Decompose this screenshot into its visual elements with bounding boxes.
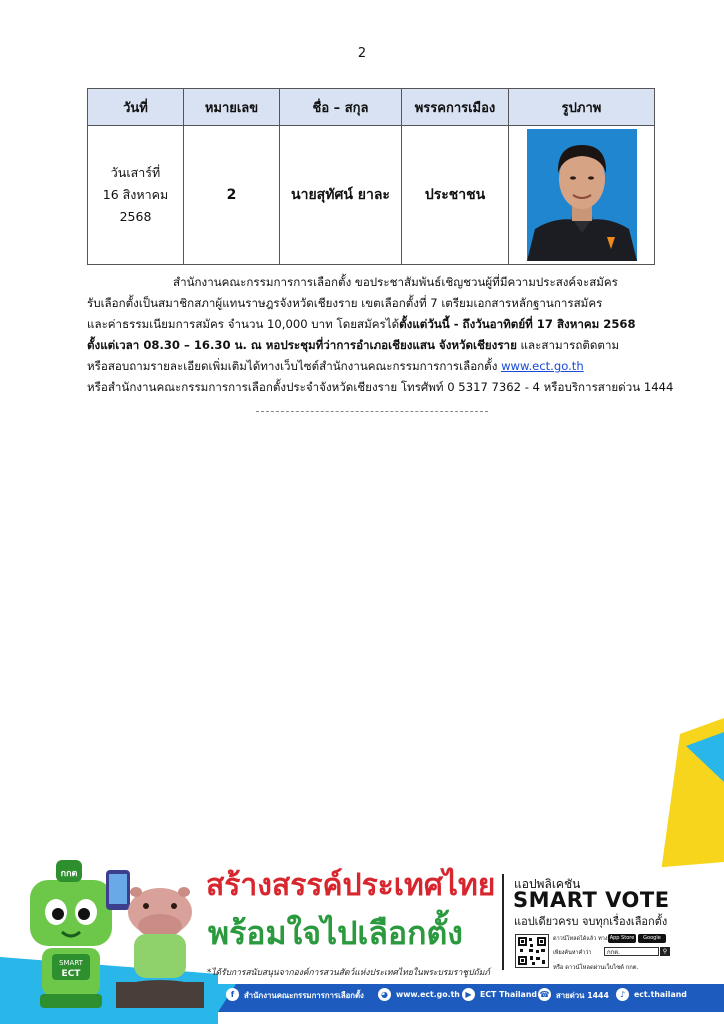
date-cell: [88, 126, 184, 265]
qr-code: [515, 934, 549, 968]
support-note: *ได้รับการสนับสนุนจากองค์การสวนสัตว์แห่งประเทศไทยในพระบรมราชูปถัมภ์: [207, 968, 490, 978]
follow-text: และสามารถติดตาม: [516, 338, 620, 352]
fee-text: และค่าธรรมเนียมการสมัคร จำนวน 10,000 บาท โดยสมัครได้: [87, 317, 400, 331]
photo-cell: [509, 126, 655, 265]
app-tagline: แอปเดียวครบ จบทุกเรื่องเลือกตั้ง: [514, 915, 668, 928]
footer-youtube: ECT Thailand: [480, 990, 537, 999]
header-name: ชื่อ – สกุล: [280, 89, 402, 126]
footer-hotline: สายด่วน 1444: [556, 991, 609, 1000]
header-photo: รูปภาพ: [509, 89, 655, 126]
footer-office: สำนักงานคณะกรรมการการเลือกตั้ง: [244, 991, 364, 1000]
mascot-badge: กกต: [60, 869, 78, 879]
phone-icon: ☎: [539, 990, 550, 999]
youtube-icon: ▶: [462, 988, 475, 1001]
announcement-line: [87, 356, 657, 377]
tiktok-icon: ♪: [616, 988, 629, 1001]
candidate-table: [87, 88, 655, 265]
application-period: ตั้งแต่วันนี้ - ถึงวันอาทิตย์ที่ 17 สิงหาคม 2568: [399, 317, 636, 331]
candidate-number: 2: [184, 126, 280, 265]
ect-website-link[interactable]: www.ect.go.th: [501, 359, 584, 373]
dashed-divider: [256, 411, 488, 412]
announcement-line: [87, 335, 657, 356]
page-number: 2: [357, 46, 367, 61]
announcement-line: สำนักงานคณะกรรมการการเลือกตั้ง ขอประชาสัมพันธ์เชิญชวนผู้ที่มีความประสงค์จะสมัคร: [173, 275, 618, 289]
party-name: ประชาชน: [402, 126, 509, 265]
app-name: SMART VOTE: [513, 888, 670, 912]
table-row: [88, 126, 655, 265]
download-label: ดาวน์โหลดได้แล้ว ทาง: [553, 936, 608, 942]
website-text: หรือสอบถามรายละเอียดเพิ่มเติมได้ทางเว็บไซต์สำนักงานคณะกรรมการการเลือกตั้ง: [87, 359, 502, 373]
announcement-line: [87, 314, 657, 335]
table-header-row: [88, 89, 655, 126]
date-weekday: วันเสาร์ที่: [110, 165, 161, 180]
banner-divider: [502, 874, 504, 970]
announcement-line: หรือสำนักงานคณะกรรมการการเลือกตั้งประจำจังหวัดเชียงราย โทรศัพท์ 0 5317 7362 - 4 หรือบริการสายด่วน 1444: [87, 380, 674, 394]
slogan-line-1: สร้างสรรค์ประเทศไทย: [206, 868, 496, 903]
globe-icon: ◕: [378, 988, 391, 1001]
app-store-badge[interactable]: App Store: [609, 935, 635, 941]
header-date: วันที่: [88, 89, 184, 126]
footer-contact-bar: [218, 985, 724, 1007]
announcement-line: รับเลือกตั้งเป็นสมาชิกสภาผู้แทนราษฎรจังหวัดเชียงราย เขตเลือกตั้งที่ 7 เตรียมเอกสารหลักฐานการสมัคร: [87, 296, 603, 310]
header-party: พรรคการเมือง: [402, 89, 509, 126]
search-label: เพียงค้นหาคำว่า: [553, 950, 592, 956]
search-icon: ⚲: [660, 947, 670, 956]
candidate-photo: [527, 129, 637, 261]
date-day-month: 16 สิงหาคม: [102, 187, 169, 202]
facebook-icon: f: [226, 988, 239, 1001]
google-play-badge[interactable]: Google: [638, 934, 666, 943]
slogan-line-2: พร้อมใจไปเลือกตั้ง: [208, 914, 463, 952]
alt-download-label: หรือ ดาวน์โหลดผ่านเว็บไซต์ กกต.: [553, 965, 639, 971]
footer-tiktok: ect.thailand: [634, 990, 687, 999]
search-box: กกต.: [604, 947, 659, 956]
mascot-label-smart: SMART: [59, 959, 83, 967]
candidate-name: นายสุทัศน์ ยาละ: [280, 126, 402, 265]
mascot-illustration: [18, 854, 218, 1016]
app-label: แอปพลิเคชัน: [514, 877, 581, 891]
campaign-banner: [0, 712, 724, 1024]
footer-website: www.ect.go.th: [396, 990, 460, 999]
header-number: หมายเลข: [184, 89, 280, 126]
application-time-place: ตั้งแต่เวลา 08.30 – 16.30 น. ณ หอประชุมที่ว่าการอำเภอเชียงแสน จังหวัดเชียงราย: [87, 338, 517, 352]
date-year: 2568: [119, 209, 152, 224]
announcement-paragraph: [87, 272, 674, 398]
mascot-label-ect: ECT: [61, 969, 81, 979]
